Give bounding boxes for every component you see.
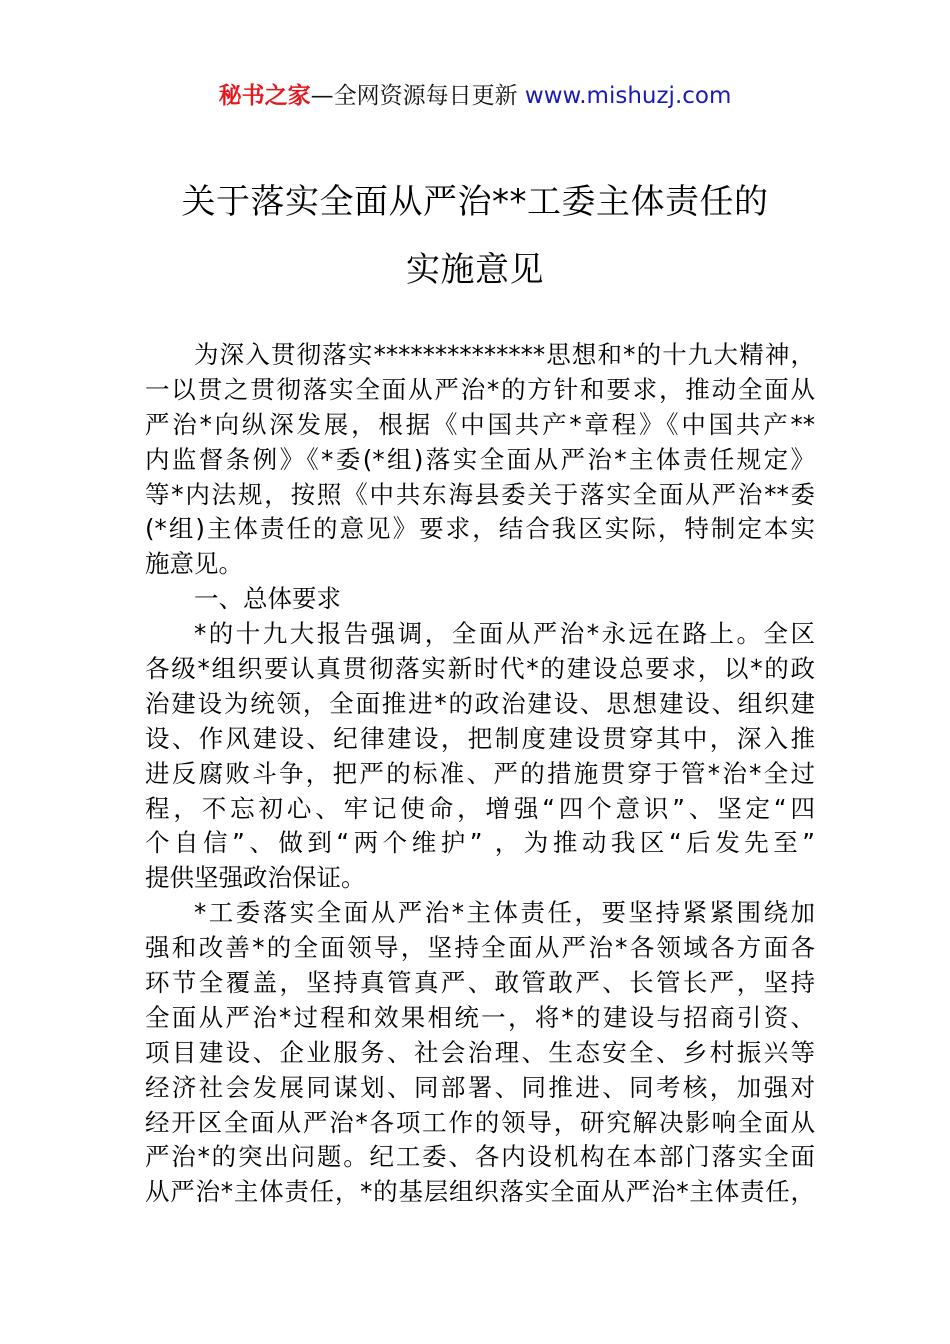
body-line: 强和改善*的全面领导，坚持全面从严治*各领域各方面各 bbox=[145, 933, 815, 963]
body-line: 一以贯之贯彻落实全面从严治*的方针和要求，推动全面从 bbox=[145, 374, 815, 404]
document-title-line-2: 实施意见 bbox=[406, 250, 544, 290]
body-line: 经开区全面从严治*各项工作的领导，研究解决影响全面从 bbox=[145, 1107, 815, 1137]
site-url-link[interactable]: www.mishuzj.com bbox=[524, 83, 732, 109]
body-line: 全面从严治*过程和效果相统一，将*的建设与招商引资、 bbox=[145, 1002, 815, 1032]
body-line: 项目建设、企业服务、社会治理、生态安全、乡村振兴等 bbox=[145, 1037, 815, 1067]
body-line: *的十九大报告强调，全面从严治*永远在路上。全区 bbox=[194, 619, 815, 649]
section-heading: 一、总体要求 bbox=[194, 584, 341, 614]
document-body bbox=[145, 338, 815, 1210]
site-header bbox=[0, 80, 950, 112]
site-tagline: —全网资源每日更新 bbox=[310, 83, 518, 109]
body-line: 严治*的突出问题。纪工委、各内设机构在本部门落实全面 bbox=[145, 1142, 815, 1172]
body-line: 经济社会发展同谋划、同部署、同推进、同考核，加强对 bbox=[145, 1072, 815, 1102]
body-line: 各级*组织要认真贯彻落实新时代*的建设总要求，以*的政 bbox=[145, 654, 815, 684]
site-brand: 秘书之家 bbox=[218, 83, 311, 109]
body-line: *工委落实全面从严治*主体责任，要坚持紧紧围绕加 bbox=[194, 898, 815, 928]
body-line: 治建设为统领，全面推进*的政治建设、思想建设、组织建 bbox=[145, 688, 815, 718]
body-line: 内监督条例》《*委(*组)落实全面从严治*主体责任规定》 bbox=[145, 444, 815, 474]
body-line: 等*内法规，按照《中共东海县委关于落实全面从严治**委 bbox=[145, 479, 815, 509]
body-line: (*组)主体责任的意见》要求，结合我区实际，特制定本实 bbox=[145, 514, 815, 544]
body-line: 提供坚强政治保证。 bbox=[145, 863, 366, 893]
body-line: 严治*向纵深发展，根据《中国共产*章程》《中国共产** bbox=[145, 409, 815, 439]
body-line: 个自信”、做到“两个维护” ，为推动我区“后发先至” bbox=[145, 828, 815, 858]
body-line: 进反腐败斗争，把严的标准、严的措施贯穿于管*治*全过 bbox=[145, 758, 815, 788]
document-title-line-1: 关于落实全面从严治**工委主体责任的 bbox=[181, 182, 769, 222]
body-line: 程，不忘初心、牢记使命，增强“四个意识”、坚定“四 bbox=[145, 793, 815, 823]
body-line: 从严治*主体责任，*的基层组织落实全面从严治*主体责任， bbox=[145, 1177, 815, 1207]
body-line: 为深入贯彻落实**************思想和*的十九大精神， bbox=[194, 340, 815, 369]
body-line: 施意见。 bbox=[145, 549, 243, 579]
body-line: 环节全覆盖，坚持真管真严、敢管敢严、长管长严，坚持 bbox=[145, 968, 815, 998]
body-line: 设、作风建设、纪律建设，把制度建设贯穿其中，深入推 bbox=[145, 723, 815, 753]
